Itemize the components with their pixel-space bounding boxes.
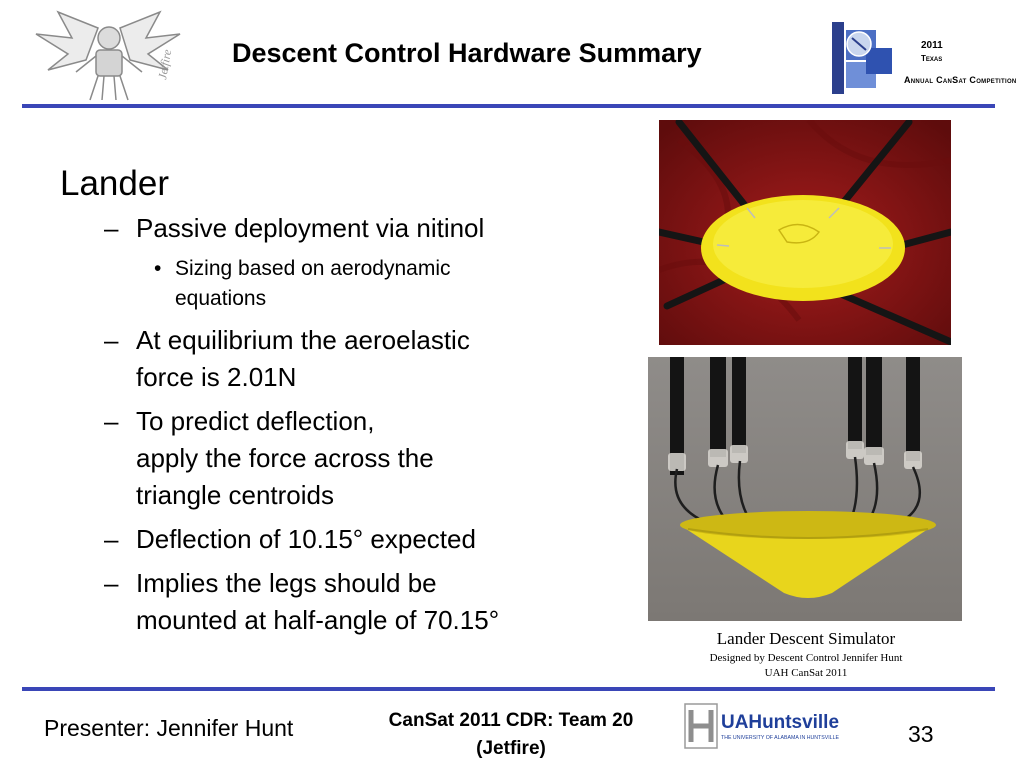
- bullet-text: At equilibrium the aeroelastic: [136, 325, 470, 355]
- bullet-text: apply the force across the: [136, 443, 434, 473]
- dot-marker: •: [154, 257, 162, 280]
- bullet-text: Passive deployment via nitinol: [136, 213, 485, 243]
- dash-marker: –: [104, 568, 119, 598]
- bullet-item: [60, 210, 620, 247]
- heading-lander: Lander: [60, 164, 169, 203]
- lander-top-photo: [659, 120, 951, 345]
- header-divider: [22, 104, 995, 108]
- bullet-item: [60, 322, 620, 396]
- bullet-item: [60, 565, 620, 639]
- slide-title: Descent Control Hardware Summary: [232, 38, 702, 68]
- bullet-text: force is 2.01N: [136, 362, 297, 392]
- competition-name: Annual CanSat Competition: [904, 75, 1017, 85]
- competition-year: 2011: [921, 40, 943, 51]
- uah-logo: [683, 700, 843, 752]
- bullet-list: [60, 164, 620, 646]
- footer-line-1: CanSat 2011 CDR: Team 20: [388, 710, 634, 731]
- presenter-name: Presenter: Jennifer Hunt: [44, 715, 294, 741]
- svg-text:Jetfire: Jetfire: [155, 48, 175, 81]
- photo-caption: Lander Descent Simulator: [716, 629, 896, 648]
- bullet-item: [60, 521, 620, 558]
- sub-bullet-item: [60, 254, 620, 314]
- photo-credit: Designed by Descent Control Jennifer Hunt: [709, 652, 903, 664]
- uah-logo-subtext: THE UNIVERSITY OF ALABAMA IN HUNTSVILLE: [721, 735, 840, 741]
- cansat-competition-logo: [826, 18, 896, 98]
- bullet-text: triangle centroids: [136, 480, 334, 510]
- bullet-text: equations: [175, 287, 267, 310]
- dash-marker: –: [104, 524, 119, 554]
- uah-logo-text: UAHuntsville: [721, 712, 839, 733]
- jetfire-team-logo: [28, 8, 188, 104]
- footer-divider: [22, 687, 995, 691]
- footer-line-2: (Jetfire): [476, 738, 546, 759]
- bullet-text: mounted at half-angle of 70.15°: [136, 605, 500, 635]
- dash-marker: –: [104, 325, 119, 355]
- bullet-text: Sizing based on aerodynamic: [175, 257, 451, 280]
- lander-simulator-photo: [648, 357, 962, 621]
- bullet-text: Implies the legs should be: [136, 568, 437, 598]
- footer-team-label: [348, 707, 674, 763]
- bullet-text: Deflection of 10.15° expected: [136, 524, 476, 554]
- bullet-item: [60, 403, 620, 514]
- dash-marker: –: [104, 213, 119, 243]
- dash-marker: –: [104, 406, 119, 436]
- page-number: 33: [908, 721, 934, 747]
- bullet-text: To predict deflection,: [136, 406, 375, 436]
- competition-state: Texas: [921, 54, 943, 63]
- photo-affiliation: UAH CanSat 2011: [764, 667, 848, 679]
